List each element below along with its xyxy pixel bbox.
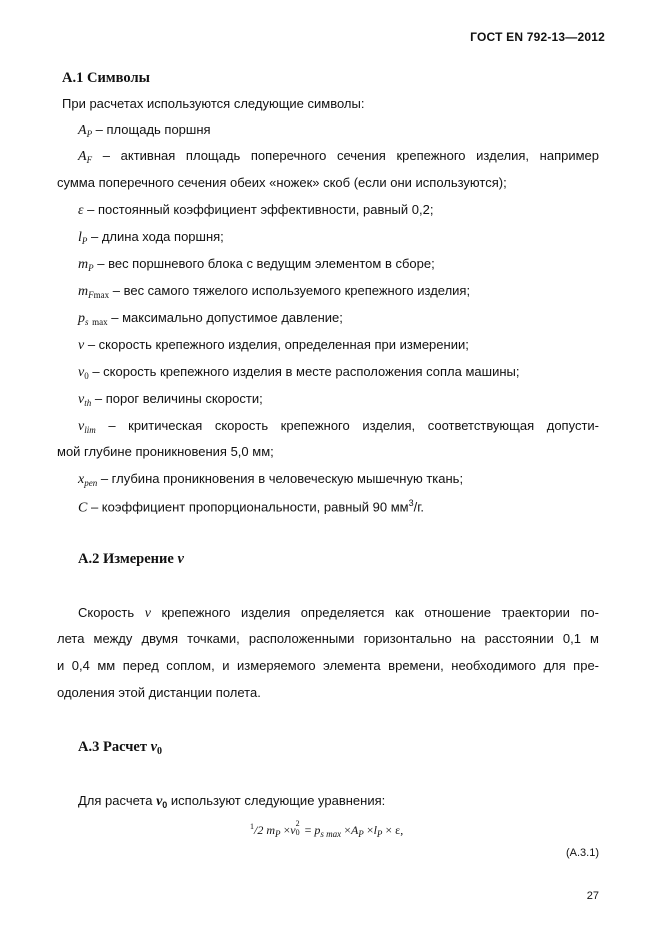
symbol-ap: $A_P$ – площадь поршня <box>78 122 211 139</box>
a2-paragraph-line4: одоления этой дистанции полета. <box>57 685 261 700</box>
equation-a3-1: $^1$/2 $m_P \times v$ 2 0 = $p_{s max} \times A_P \times l_P \times \varepsilon$, <box>250 819 404 839</box>
a2-paragraph-line1: Скорость v крепежного изделия определяется как отношение траектории по- <box>78 605 599 621</box>
symbol-epsilon: ε – постоянный коэффициент эффективности, равный 0,2; <box>78 202 434 218</box>
symbol-lp: $l_P$ – длина хода поршня; <box>78 229 224 246</box>
a1-intro: При расчетах используются следующие символы: <box>62 96 365 111</box>
symbol-af-line1: $A_F$ – активная площадь поперечного сечения крепежного изделия, например <box>78 148 599 165</box>
symbol-ps-max: $p_s$ $_{max}$ – максимально допустимое давление; <box>78 310 343 327</box>
symbol-vlim-line2: мой глубине проникновения 5,0 мм; <box>57 444 274 459</box>
symbol-c: C – коэффициент пропорциональности, равный 90 $мм^3/г$. <box>78 498 424 516</box>
symbol-vlim-line1: $v_{lim}$ – критическая скорость крепежного изделия, соответствующая допусти- <box>78 418 599 435</box>
document-header: ГОСТ EN 792-13—2012 <box>470 30 605 44</box>
a2-paragraph-line3: и 0,4 мм перед соплом, и измеряемого элемента времени, необходимого для пре- <box>57 658 599 673</box>
section-a3-title: А.3 Расчет $v_0$ <box>78 739 163 757</box>
section-a1-title: А.1 Символы <box>62 70 150 86</box>
section-a2-title: А.2 Измерение v <box>78 551 184 567</box>
equation-number: (А.3.1) <box>565 847 599 859</box>
symbol-mp: $m_P$ – вес поршневого блока с ведущим элементом в сборе; <box>78 256 435 273</box>
page-number: 27 <box>586 890 599 902</box>
symbol-xpen: $x_{pen}$ – глубина проникновения в человеческую мышечную ткань; <box>78 471 464 488</box>
a3-intro: Для расчета $v_0$ используют следующие уравнения: <box>78 793 386 810</box>
a2-paragraph-line2: лета между двумя точками, расположенными горизонтально на расстоянии 0,1 м <box>57 631 599 646</box>
symbol-mf-max: $m_{Fmax}$ – вес самого тяжелого используемого крепежного изделия; <box>78 283 471 300</box>
symbol-v0: $v_0$ – скорость крепежного изделия в месте расположения сопла машины; <box>78 364 520 381</box>
symbol-vth: $v_{th}$ – порог величины скорости; <box>78 391 263 408</box>
symbol-v: v – скорость крепежного изделия, определенная при измерении; <box>78 337 469 353</box>
symbol-af-line2: сумма поперечного сечения обеих «ножек» скоб (если они используются); <box>57 175 507 190</box>
